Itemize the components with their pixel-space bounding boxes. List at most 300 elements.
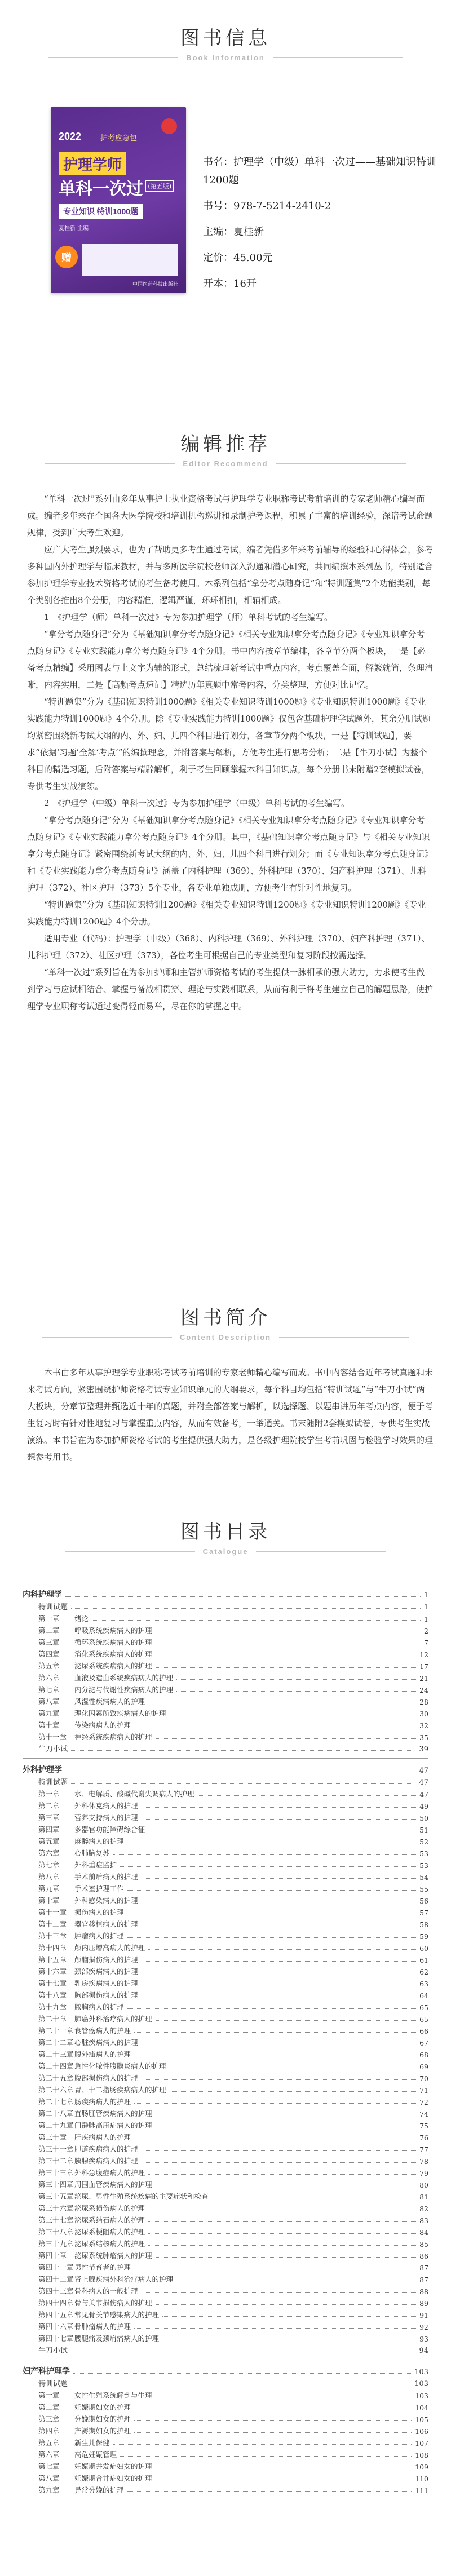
toc-entry-title: 妊娠期妇女的护理 bbox=[74, 2403, 131, 2411]
toc-chapter[interactable] bbox=[23, 2471, 428, 2483]
toc-leader bbox=[142, 1807, 417, 1808]
toc-chapter-number: 第二十六章 bbox=[38, 2086, 74, 2094]
toc-chapter-number: 第三十九章 bbox=[38, 2239, 74, 2248]
toc-chapter-number: 第十一章 bbox=[38, 1908, 67, 1916]
toc-page-number: 78 bbox=[419, 2157, 428, 2166]
toc-leader bbox=[71, 1750, 415, 1751]
toc-page-number: 103 bbox=[415, 2392, 428, 2400]
toc-page-number: 59 bbox=[419, 1932, 428, 1941]
toc-entry-label bbox=[38, 2155, 138, 2166]
toc-entry-title: 妊娠期并发症妇女的护理 bbox=[74, 2462, 152, 2471]
toc-page-number: 84 bbox=[419, 2228, 428, 2237]
toc-chapter[interactable] bbox=[23, 1870, 428, 1882]
toc-chapter-number: 第二十一章 bbox=[38, 2026, 74, 2035]
toc-chapter-number: 第八章 bbox=[38, 1873, 60, 1881]
toc-leader bbox=[134, 2328, 416, 2329]
toc-leader bbox=[92, 1620, 421, 1621]
toc-chapter-number: 第三十二章 bbox=[38, 2157, 74, 2165]
toc-chapter[interactable] bbox=[23, 2447, 428, 2459]
toc-page-number: 61 bbox=[419, 1956, 428, 1964]
toc-entry-title: 腹外疝病人的护理 bbox=[74, 2050, 131, 2059]
cover-year: 2022 bbox=[59, 131, 82, 142]
publisher-logo bbox=[161, 118, 177, 134]
toc-entry-label bbox=[38, 2344, 68, 2355]
toc-entry-label bbox=[38, 2333, 159, 2343]
divider bbox=[279, 1337, 409, 1338]
toc-entry-label bbox=[38, 1871, 138, 1882]
toc-entry-label bbox=[38, 2485, 124, 2495]
toc-chapter[interactable] bbox=[23, 1846, 428, 1858]
cover-title-line2: 单科一次过 bbox=[59, 180, 143, 198]
divider bbox=[256, 1551, 386, 1552]
toc-chapter-number: 第十四章 bbox=[38, 1944, 67, 1952]
paragraph: “特训题集”分为《基础知识特训1000题》《相关专业知识特训1000题》《专业知识特训1000题》《专业实践能力特训1000题》4个分册。除《专业实践能力特训1000题》仅包含基础护理学试题外，其余分册试题均紧密围绕新考试大纲的内、外、妇、儿四个科目进行划分，各章节分两个板块，一是【特训试题】，要求“依据‘习题’全解‘考点’”的编撰理念，并附答案与解析，方便考生进行思考分析；二是【牛刀小试】为整个科目的精选习题，后附答案与精辟解析，利于考生回顾掌握本科目知识点，每个分册书末附赠2套模拟试卷，专供考生实战演练。 bbox=[27, 697, 431, 791]
toc-chapter[interactable] bbox=[23, 2130, 428, 2142]
toc-entry-title: 异常分娩的护理 bbox=[74, 2486, 124, 2494]
toc-chapter[interactable] bbox=[23, 2225, 428, 2237]
toc-chapter[interactable] bbox=[23, 2296, 428, 2308]
toc-leader bbox=[142, 2292, 417, 2293]
toc-entry-title: 外科急腹症病人的护理 bbox=[74, 2168, 145, 2177]
toc-chapter[interactable] bbox=[23, 2272, 428, 2284]
toc-entry-label bbox=[38, 2203, 145, 2213]
toc-page-number: 88 bbox=[419, 2287, 428, 2296]
toc-chapter[interactable] bbox=[23, 2213, 428, 2225]
toc-entry-title: 肠疾病病人的护理 bbox=[74, 2097, 131, 2106]
toc-page-number: 64 bbox=[419, 1991, 428, 2000]
toc-chapter[interactable] bbox=[23, 2154, 428, 2166]
toc-chapter[interactable] bbox=[23, 1976, 428, 1988]
section-title-bar bbox=[0, 459, 451, 468]
toc-chapter[interactable] bbox=[23, 2331, 428, 2343]
toc-chapter-number: 第二章 bbox=[38, 1626, 60, 1635]
toc-entry-title: 泌尿、男性生殖系统疾病的主要症状和检查 bbox=[74, 2192, 209, 2201]
toc-page-number: 53 bbox=[419, 1849, 428, 1858]
toc-chapter[interactable] bbox=[23, 2071, 428, 2083]
toc-page-number: 87 bbox=[419, 2276, 428, 2284]
toc-leader bbox=[142, 1878, 417, 1879]
toc-chapter-number: 第二十章 bbox=[38, 2015, 67, 2023]
cover-gift-box bbox=[82, 244, 178, 276]
toc-leader bbox=[142, 2162, 417, 2163]
toc-page-number: 58 bbox=[419, 1920, 428, 1929]
toc-page-number: 85 bbox=[419, 2240, 428, 2249]
toc-entry-label bbox=[38, 1931, 124, 1941]
toc-chapter[interactable] bbox=[23, 1941, 428, 1953]
toc-chapter[interactable] bbox=[23, 2142, 428, 2154]
toc-leader bbox=[156, 1738, 417, 1739]
toc-entry-title: 多器官功能障碍综合征 bbox=[74, 1825, 145, 1834]
toc-chapter-number: 第十七章 bbox=[38, 1979, 67, 1988]
section-title-cn: 图书目录 bbox=[180, 1521, 271, 1543]
toc-entry-title: 泌尿系结核病人的护理 bbox=[74, 2239, 145, 2248]
toc-chapter[interactable] bbox=[23, 2106, 428, 2118]
toc-page-number: 72 bbox=[419, 2098, 428, 2106]
toc-leader bbox=[148, 1949, 416, 1950]
toc-chapter[interactable] bbox=[23, 2059, 428, 2071]
toc-leader bbox=[142, 2150, 417, 2151]
toc-entry-title: 泌尿系结石病人的护理 bbox=[74, 2216, 145, 2224]
toc-entry-title: 特训试题 bbox=[38, 1603, 68, 1612]
toc-chapter-number: 第十三章 bbox=[38, 1932, 67, 1940]
toc-entry-title: 理化因素所致疾病病人的护理 bbox=[74, 1709, 166, 1718]
toc-entry-label bbox=[38, 1672, 173, 1683]
toc-leader bbox=[127, 2008, 417, 2009]
toc-entry-title: 胰腺疾病病人的护理 bbox=[74, 2157, 138, 2165]
toc-page-number: 2 bbox=[424, 1627, 428, 1635]
toc-entry-label bbox=[38, 2473, 152, 2483]
toc-entry-title: 消化系统疾病病人的护理 bbox=[74, 1650, 152, 1658]
toc-entry-label bbox=[38, 1601, 68, 1612]
toc-entry-title: 妊娠期合并症妇女的护理 bbox=[74, 2474, 152, 2482]
toc-entry-label bbox=[38, 2390, 152, 2400]
toc-entry-label bbox=[38, 2061, 166, 2071]
toc-chapter-number: 第二十七章 bbox=[38, 2097, 74, 2106]
toc-chapter-number: 第四章 bbox=[38, 1825, 60, 1834]
toc-chapter-number: 第四十五章 bbox=[38, 2311, 74, 2319]
toc-page-number: 50 bbox=[419, 1814, 428, 1822]
toc-chapter-number: 第九章 bbox=[38, 1709, 60, 1718]
toc-chapter[interactable] bbox=[23, 2035, 428, 2047]
toc-entry-title: 器官移植病人的护理 bbox=[74, 1920, 138, 1928]
content-description-section bbox=[0, 1302, 451, 1462]
toc-chapter-number: 第二十四章 bbox=[38, 2062, 74, 2070]
toc-page-number: 24 bbox=[419, 1686, 428, 1694]
toc-chapter[interactable] bbox=[23, 2249, 428, 2260]
paragraph: 1 《护理学（师）单科一次过》专为参加护理学（师）单科考试的考生编写。 bbox=[44, 612, 333, 622]
toc-page-number: 103 bbox=[414, 2368, 428, 2376]
section-title-bar bbox=[0, 1547, 451, 1556]
toc-entry-title: 外科重症监护 bbox=[74, 1861, 117, 1869]
toc-entry-title: 高危妊娠管理 bbox=[74, 2450, 117, 2459]
toc-part bbox=[23, 1758, 428, 2355]
toc-chapter[interactable] bbox=[23, 1988, 428, 2000]
toc-part-name: 内科护理学 bbox=[23, 1590, 62, 1599]
toc-chapter[interactable] bbox=[23, 1718, 428, 1730]
toc-chapter[interactable] bbox=[23, 2118, 428, 2130]
toc-entry-title: 肺癌外科治疗病人的护理 bbox=[74, 2015, 152, 2023]
toc-entry-title: 水、电解质、酸碱代谢失调病人的护理 bbox=[74, 1790, 194, 1798]
toc-page-number: 63 bbox=[419, 1980, 428, 1988]
toc-chapter[interactable] bbox=[23, 2400, 428, 2412]
toc-chapter[interactable] bbox=[23, 2012, 428, 2024]
toc-leader bbox=[71, 1608, 421, 1609]
toc-entry-label bbox=[38, 1613, 89, 1623]
divider bbox=[48, 57, 178, 58]
toc-chapter-number: 第二章 bbox=[38, 2403, 60, 2411]
toc-chapter-number: 第五章 bbox=[38, 1837, 60, 1845]
toc-page-number: 104 bbox=[415, 2404, 428, 2412]
toc-page-number: 1 bbox=[423, 1591, 428, 1600]
toc-entry-label bbox=[38, 2274, 173, 2284]
paragraph: 适用专业（代码）：护理学（中级）（368）、内科护理（369）、外科护理（370）、妇产科护理（371）、儿科护理（372）、社区护理（373），各位考生可根据自己的专业类型和复习阶段按需选择。 bbox=[27, 933, 430, 961]
toc-chapter-number: 第四章 bbox=[38, 2427, 60, 2435]
toc-chapter[interactable] bbox=[23, 1694, 428, 1706]
toc-chapter[interactable] bbox=[23, 2237, 428, 2249]
toc-leader bbox=[156, 2304, 417, 2305]
toc-chapter[interactable] bbox=[23, 2260, 428, 2272]
toc-leader bbox=[148, 2221, 416, 2222]
toc-page-number: 83 bbox=[419, 2216, 428, 2225]
toc-leader bbox=[176, 1679, 416, 1680]
toc-entry-label bbox=[38, 2238, 145, 2249]
toc-chapter-number: 第四十二章 bbox=[38, 2275, 74, 2283]
toc-entry-title: 颈部疾病病人的护理 bbox=[74, 1967, 138, 1976]
section-title-bar bbox=[0, 54, 451, 62]
toc-subsection[interactable] bbox=[23, 2376, 428, 2388]
toc-chapter[interactable] bbox=[23, 1834, 428, 1846]
section-title-cn: 编辑推荐 bbox=[180, 433, 271, 455]
toc-chapter[interactable] bbox=[23, 2424, 428, 2436]
toc-page-number: 35 bbox=[419, 1733, 428, 1742]
toc-chapter-number: 第一章 bbox=[38, 2391, 60, 2400]
toc-chapter[interactable] bbox=[23, 2000, 428, 2012]
toc-page-number: 55 bbox=[419, 1885, 428, 1893]
toc-chapter[interactable] bbox=[23, 2483, 428, 2495]
paragraph: “拿分考点随身记”分为《基础知识拿分考点随身记》《相关专业知识拿分考点随身记》《专业知识拿分考点随身记》《专业实践能力拿分考点随身记》4个分册。书中内容按章节编排，各章节分两个板块，一是【必备考点精编】采用图表与上文字为辅的形式，总结梳理新考试中重点内容，考点覆盖全面，解繁就简，条理清晰，内容实用，二是【高频考点速记】精选历年真题中常考内容，分类整理，方便对比记忆。 bbox=[27, 629, 434, 690]
toc-chapter-number: 第四章 bbox=[38, 1650, 60, 1658]
toc-chapter[interactable] bbox=[23, 1893, 428, 1905]
toc-leader bbox=[170, 2091, 417, 2092]
toc-chapter[interactable] bbox=[23, 1964, 428, 1976]
toc-entry-label bbox=[38, 2286, 138, 2296]
section-title-cn: 图书信息 bbox=[180, 27, 271, 50]
toc-entry-title: 传染病病人的护理 bbox=[74, 1721, 131, 1729]
toc-leader bbox=[134, 2032, 416, 2033]
toc-chapter-number: 第一章 bbox=[38, 1614, 60, 1623]
toc-page-number: 69 bbox=[419, 2062, 428, 2071]
toc-chapter[interactable] bbox=[23, 2320, 428, 2331]
toc-page-number: 53 bbox=[419, 1861, 428, 1870]
toc-page-number: 76 bbox=[419, 2134, 428, 2142]
toc-page-number: 68 bbox=[419, 2051, 428, 2059]
toc-subsection[interactable] bbox=[23, 1775, 428, 1787]
toc-chapter[interactable] bbox=[23, 2047, 428, 2059]
toc-chapter[interactable] bbox=[23, 1706, 428, 1718]
toc-leader bbox=[176, 1691, 416, 1692]
toc-entry-label bbox=[38, 1883, 124, 1893]
toc-chapter-number: 第九章 bbox=[38, 2486, 60, 2494]
toc-entry-label bbox=[38, 2449, 117, 2459]
toc-chapter[interactable] bbox=[23, 1917, 428, 1929]
toc-entry-label bbox=[38, 1895, 138, 1905]
toc-subsection[interactable] bbox=[23, 2343, 428, 2355]
toc-chapter[interactable] bbox=[23, 2024, 428, 2035]
toc-chapter-number: 第十二章 bbox=[38, 1920, 67, 1928]
toc-entry-title: 骨与关节损伤病人的护理 bbox=[74, 2299, 152, 2307]
toc-entry-title: 心肺脑复苏 bbox=[74, 1849, 110, 1857]
toc-entry-label bbox=[38, 2402, 131, 2412]
toc-part-title[interactable] bbox=[23, 2365, 428, 2376]
toc-page-number: 17 bbox=[419, 1662, 428, 1671]
toc-entry-title: 急性化脓性腹膜炎病人的护理 bbox=[74, 2062, 166, 2070]
toc-chapter[interactable] bbox=[23, 1905, 428, 1917]
book-details bbox=[203, 153, 440, 301]
toc-subsection[interactable] bbox=[23, 1600, 428, 1612]
toc-entry-title: 麻醉病人的护理 bbox=[74, 1837, 124, 1845]
toc-entry-title: 门静脉高压症病人的护理 bbox=[74, 2121, 152, 2130]
toc-entry-label bbox=[38, 1848, 110, 1858]
toc-entry-label bbox=[38, 2167, 145, 2177]
toc-entry-label bbox=[38, 2425, 131, 2436]
section-title-cn: 图书简介 bbox=[180, 1307, 271, 1329]
toc-page-number: 12 bbox=[419, 1650, 428, 1659]
toc-chapter[interactable] bbox=[23, 1612, 428, 1623]
toc-entry-title: 神经系统疾病病人的护理 bbox=[74, 1733, 152, 1741]
toc-chapter[interactable] bbox=[23, 1858, 428, 1870]
toc-part-title[interactable] bbox=[23, 1588, 428, 1600]
toc-chapter-number: 第六章 bbox=[38, 1674, 60, 1682]
toc-chapter[interactable] bbox=[23, 1811, 428, 1822]
toc-chapter[interactable] bbox=[23, 1671, 428, 1683]
toc-entry-label bbox=[38, 2096, 131, 2106]
section-title bbox=[0, 1516, 451, 1556]
toc-page-number: 57 bbox=[419, 1909, 428, 1917]
toc-chapter[interactable] bbox=[23, 2083, 428, 2095]
toc-page-number: 56 bbox=[419, 1897, 428, 1905]
toc-leader bbox=[120, 2456, 412, 2457]
toc-page-number: 87 bbox=[419, 2264, 428, 2272]
book-price: 定价：45.00元 bbox=[203, 252, 273, 264]
section-title bbox=[0, 1302, 451, 1342]
toc-chapter[interactable] bbox=[23, 2201, 428, 2213]
toc-chapter[interactable] bbox=[23, 2177, 428, 2189]
toc-entry-label bbox=[38, 2002, 124, 2012]
toc-chapter-number: 第十八章 bbox=[38, 1991, 67, 1999]
toc-entry-label bbox=[38, 1978, 138, 1988]
toc-chapter[interactable] bbox=[23, 1647, 428, 1659]
toc-chapter[interactable] bbox=[23, 2189, 428, 2201]
paragraph: 本书由多年从事护理学专业职称考试考前培训的专家老师精心编写而成。书中内容结合近年考试真题和未来考试方向，紧密围绕护师资格考试专业知识单元的大纲要求，每个科目均包括“特训试题”与“牛刀小试”两大板块，分章节整理并甄选近十年的真题，并附全部答案与解析，以选择题、以题串讲历年考点内容，便于考生复习时有针对性地复习与掌握重点内容，从而有效备考，一举通关。书末随附2套模拟试卷，专供考生实战演练。本书旨在为参加护师资格考试的考生提供强大助力，是各级护理院校学生考前巩固与检验学习效果的理想参考用书。 bbox=[27, 1367, 434, 1462]
toc-entry-title: 心脏疾病病人的护理 bbox=[74, 2038, 138, 2047]
toc-chapter-number: 第七章 bbox=[38, 2462, 60, 2471]
toc-part bbox=[23, 1583, 428, 1754]
toc-chapter-number: 第三十八章 bbox=[38, 2228, 74, 2236]
toc-leader bbox=[156, 1667, 417, 1668]
toc-chapter[interactable] bbox=[23, 1822, 428, 1834]
toc-entry-title: 外科感染病人的护理 bbox=[74, 1896, 138, 1905]
toc-subsection[interactable] bbox=[23, 1742, 428, 1754]
book-cover bbox=[51, 107, 186, 293]
cover-publisher: 中国医药科技出版社 bbox=[132, 282, 178, 287]
toc-chapter[interactable] bbox=[23, 2166, 428, 2177]
toc-chapter-number: 第九章 bbox=[38, 1884, 60, 1893]
toc-chapter[interactable] bbox=[23, 2284, 428, 2296]
toc-entry-label bbox=[38, 2144, 138, 2154]
toc-chapter-number: 第三章 bbox=[38, 1638, 60, 1646]
section-title-bar bbox=[0, 1333, 451, 1342]
toc-entry-label bbox=[38, 1800, 138, 1811]
toc-entry-label bbox=[38, 2037, 138, 2047]
toc-chapter[interactable] bbox=[23, 1882, 428, 1893]
toc-chapter[interactable] bbox=[23, 1623, 428, 1635]
toc-page-number: 109 bbox=[415, 2463, 428, 2471]
toc-page-number: 86 bbox=[419, 2252, 428, 2260]
toc-chapter[interactable] bbox=[23, 2459, 428, 2471]
toc-chapter-number: 第四十三章 bbox=[38, 2287, 74, 2295]
toc-part-title[interactable] bbox=[23, 1763, 428, 1775]
toc-entry-label bbox=[38, 2191, 209, 2201]
toc-entry-title: 新生儿保健 bbox=[74, 2438, 110, 2447]
toc-leader bbox=[120, 1866, 416, 1867]
toc-entry-label bbox=[38, 1836, 124, 1846]
toc-leader bbox=[162, 2316, 416, 2317]
toc-chapter[interactable] bbox=[23, 1799, 428, 1811]
toc-entry-label bbox=[38, 1776, 68, 1787]
toc-chapter[interactable] bbox=[23, 1730, 428, 1742]
toc-page-number: 52 bbox=[419, 1838, 428, 1846]
toc-entry-label bbox=[38, 2049, 131, 2059]
section-title-en: Content Description bbox=[179, 1333, 272, 1342]
toc-page-number: 81 bbox=[419, 2193, 428, 2201]
toc-entry-label bbox=[38, 1637, 152, 1647]
toc-leader bbox=[134, 2420, 412, 2421]
toc-chapter-number: 第八章 bbox=[38, 1697, 60, 1706]
toc-entry-label bbox=[38, 2461, 152, 2471]
toc-entry-title: 手术前后病人的护理 bbox=[74, 1873, 138, 1881]
toc-chapter-number: 第四十一章 bbox=[38, 2263, 74, 2272]
cover-subtitle: 专业知识 特训1000题 bbox=[59, 204, 143, 219]
toc-page-number: 71 bbox=[419, 2086, 428, 2095]
toc-leader bbox=[113, 1854, 417, 1855]
toc-chapter[interactable] bbox=[23, 1953, 428, 1964]
toc-page-number: 93 bbox=[419, 2335, 428, 2343]
toc-entry-label bbox=[38, 1919, 138, 1929]
cover-image bbox=[51, 107, 186, 293]
toc-entry-title: 胃、十二指肠疾病病人的护理 bbox=[74, 2086, 166, 2094]
toc-leader bbox=[156, 2020, 417, 2021]
toc-entry-title: 血液及造血系统疾病病人的护理 bbox=[74, 1674, 174, 1682]
divider bbox=[42, 1337, 172, 1338]
toc-entry-title: 肿瘤病人的护理 bbox=[74, 1932, 124, 1940]
toc-page-number: 105 bbox=[415, 2415, 428, 2424]
toc-chapter[interactable] bbox=[23, 2095, 428, 2106]
toc-chapter[interactable] bbox=[23, 1929, 428, 1941]
divider bbox=[45, 463, 175, 464]
toc-page-number: 1 bbox=[424, 1615, 428, 1623]
toc-chapter-number: 第三十六章 bbox=[38, 2204, 74, 2212]
toc-page-number: 89 bbox=[419, 2299, 428, 2308]
toc-entry-title: 直肠肛管疾病病人的护理 bbox=[74, 2109, 152, 2118]
toc-page-number: 21 bbox=[419, 1674, 428, 1683]
toc-page-number: 70 bbox=[419, 2074, 428, 2083]
gift-badge: 赠 bbox=[55, 246, 78, 268]
toc-chapter-number: 第三十一章 bbox=[38, 2145, 74, 2153]
toc-entry-label bbox=[38, 1696, 145, 1706]
toc-page-number: 110 bbox=[415, 2475, 428, 2483]
toc-entry-title: 产褥期妇女的护理 bbox=[74, 2427, 131, 2435]
toc-chapter-number: 第二十三章 bbox=[38, 2050, 74, 2059]
toc-chapter-number: 第三章 bbox=[38, 2415, 60, 2423]
toc-chapter[interactable] bbox=[23, 2436, 428, 2447]
toc-chapter[interactable] bbox=[23, 1635, 428, 1647]
toc-chapter[interactable] bbox=[23, 1659, 428, 1671]
toc-chapter[interactable] bbox=[23, 1787, 428, 1799]
toc-entry-label bbox=[38, 1732, 152, 1742]
toc-entry-title: 营养支持病人的护理 bbox=[74, 1813, 138, 1822]
toc-page-number: 60 bbox=[419, 1944, 428, 1953]
toc-chapter[interactable] bbox=[23, 2308, 428, 2320]
toc-chapter[interactable] bbox=[23, 1683, 428, 1694]
toc-chapter-number: 第二十八章 bbox=[38, 2109, 74, 2118]
toc-part bbox=[23, 2360, 428, 2495]
toc-entry-title: 手术室护理工作 bbox=[74, 1884, 124, 1893]
toc-chapter[interactable] bbox=[23, 2388, 428, 2400]
toc-chapter[interactable] bbox=[23, 2412, 428, 2424]
toc-page-number: 66 bbox=[419, 2027, 428, 2035]
toc-entry-title: 牛刀小试 bbox=[38, 1745, 68, 1754]
toc-page-number: 51 bbox=[419, 1826, 428, 1834]
